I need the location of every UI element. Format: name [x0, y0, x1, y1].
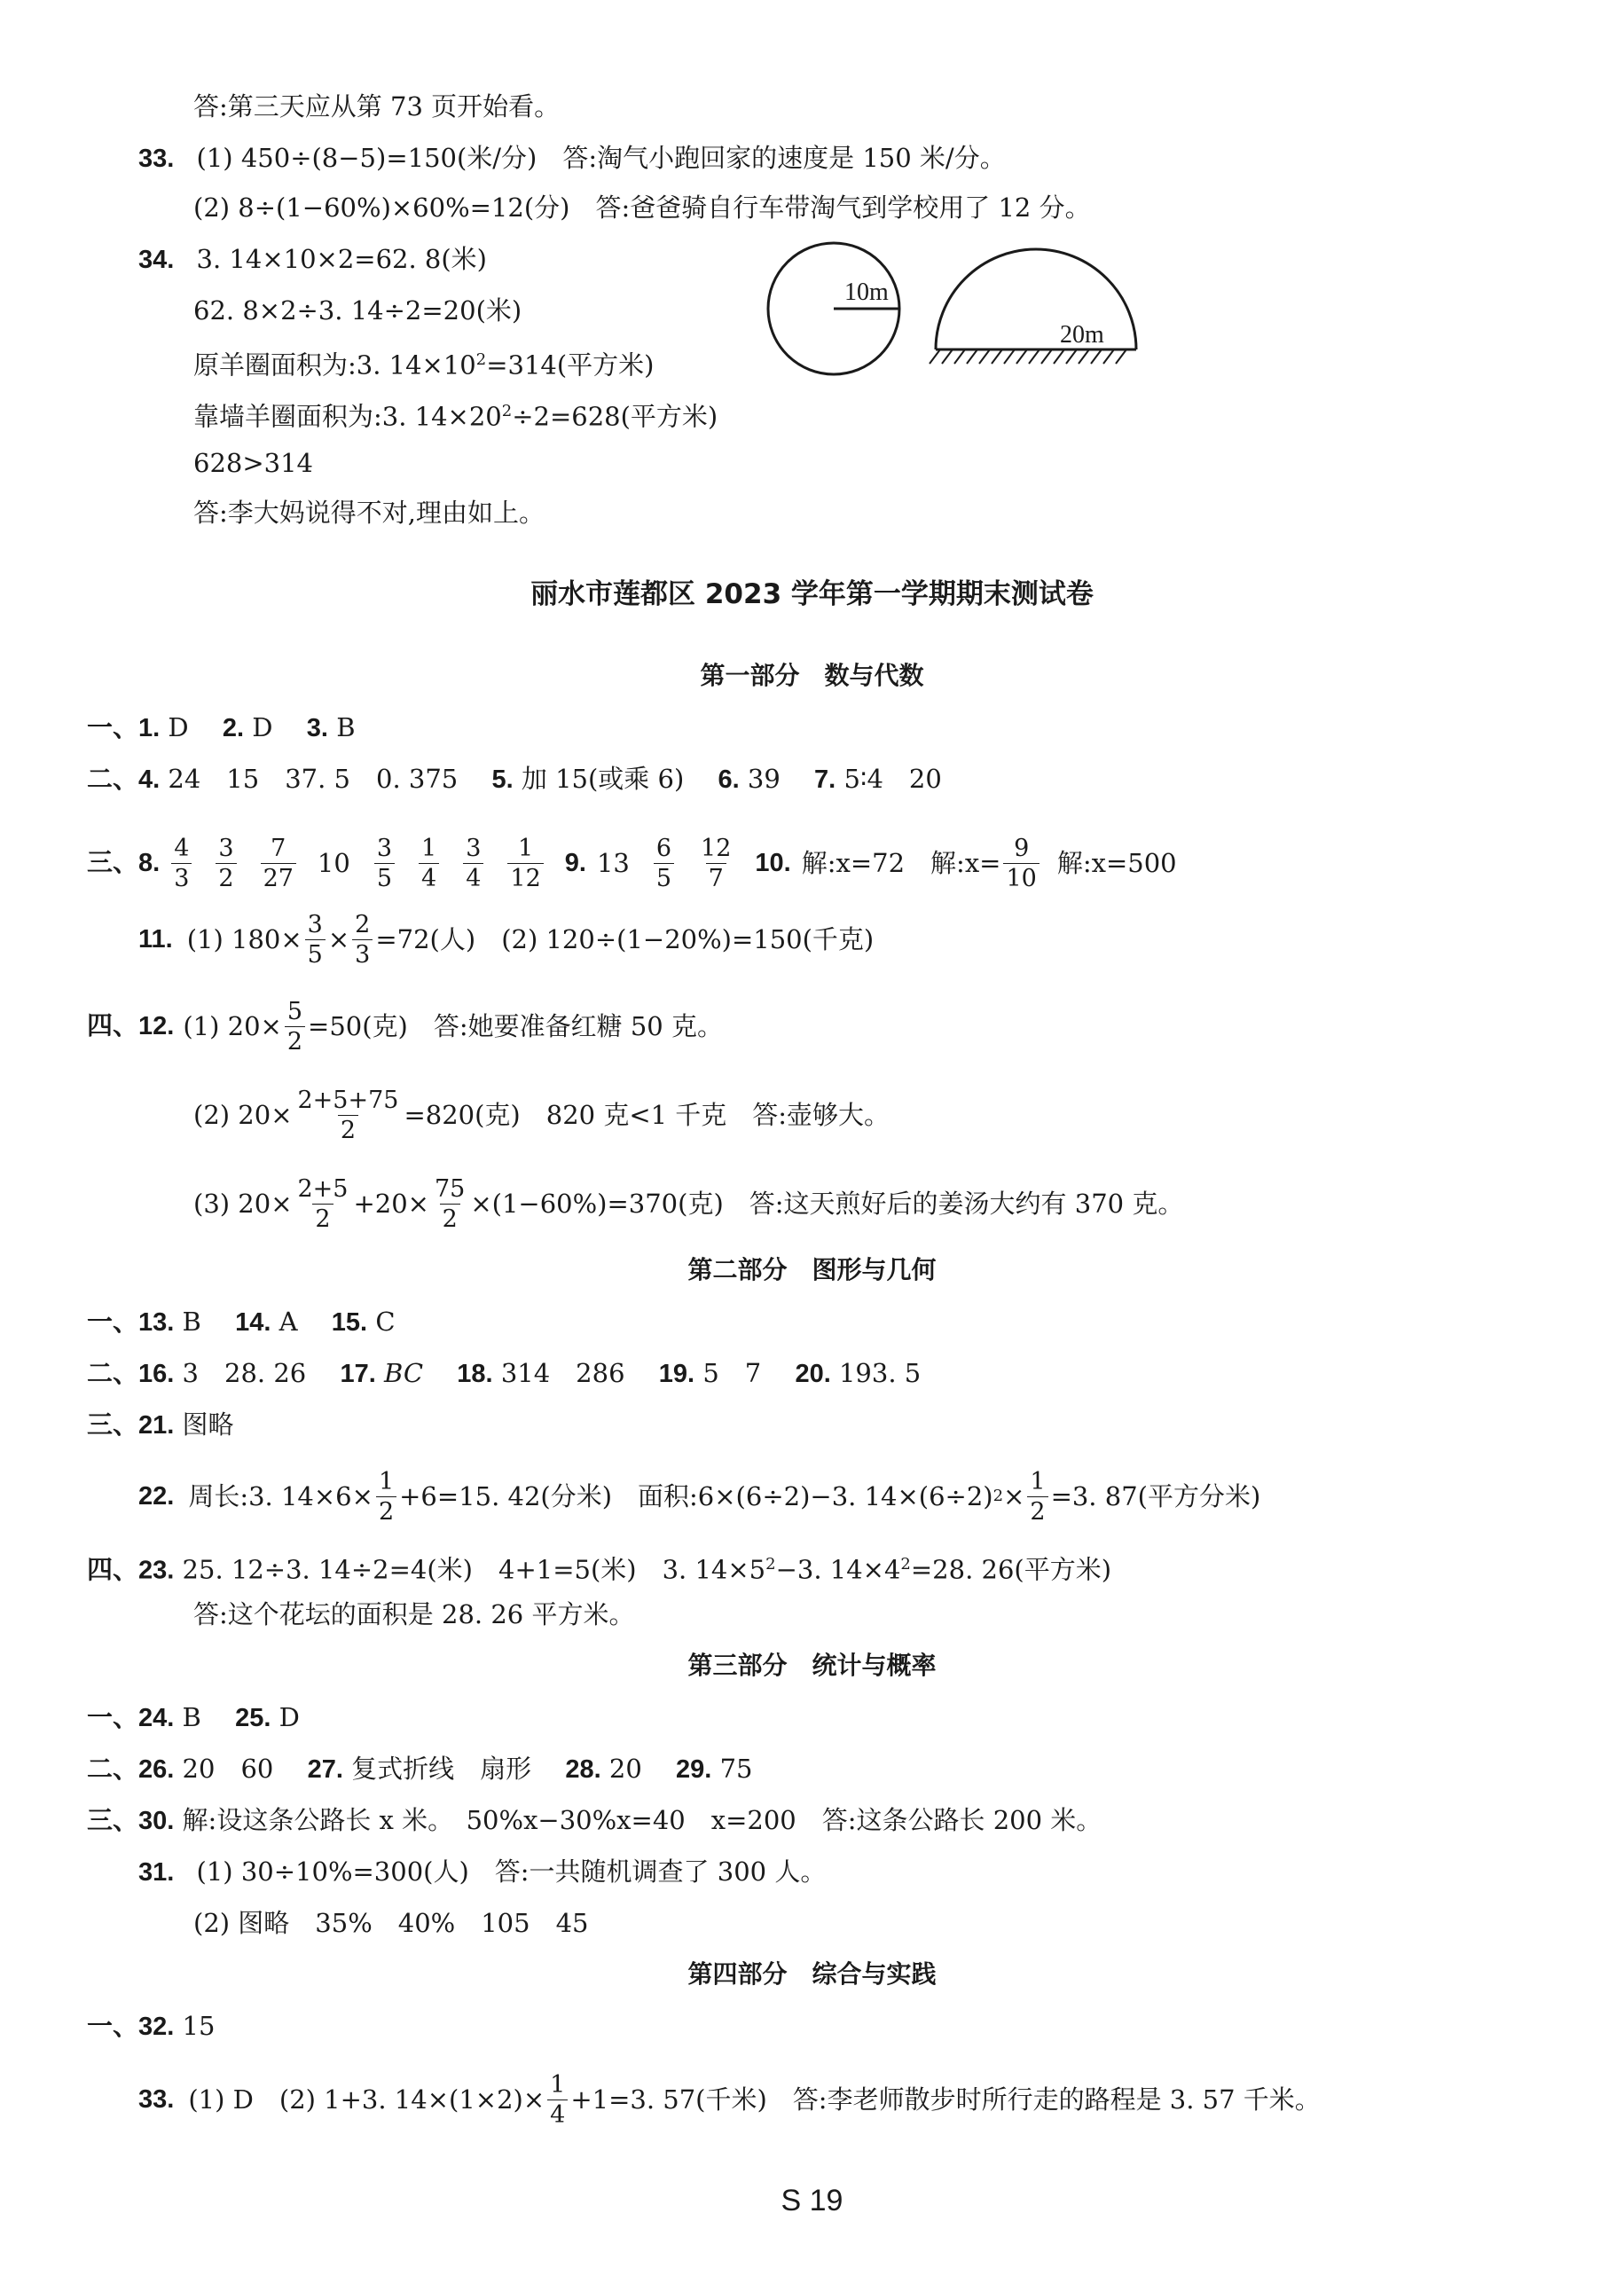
question-number: 31.	[138, 1858, 175, 1887]
answer: 20 60	[182, 1754, 300, 1784]
section-label: 三、30.	[87, 1807, 175, 1835]
text: ÷2=628(平方米)	[512, 401, 718, 432]
hatch-mark	[1016, 349, 1027, 364]
text: =50(克) 答:她要准备红糖 50 克。	[308, 1011, 723, 1041]
denominator: 2	[216, 863, 236, 891]
question-number: 14.	[235, 1308, 271, 1337]
fraction	[432, 1174, 467, 1233]
hatch-mark	[1103, 349, 1114, 364]
question-number: 17.	[340, 1360, 376, 1388]
fraction	[507, 836, 543, 891]
denominator: 3	[352, 939, 373, 967]
question-11	[138, 908, 874, 970]
question-number: 2.	[222, 714, 245, 742]
hatch-mark	[1116, 349, 1126, 364]
question-number: 5.	[491, 765, 514, 794]
answer-text: 3. 14×10×2=62. 8(米)	[196, 244, 488, 274]
answer: 解:设这条公路长 x 米。 50%x−30%x=40 x=200 答:这条公路长 200 米。	[182, 1805, 1102, 1835]
part4-heading: 第四部分 综合与实践	[687, 1959, 937, 1989]
question-number: 9.	[564, 849, 586, 877]
question-33	[138, 140, 1006, 177]
wall-hatching	[930, 349, 1126, 364]
numerator: 1	[378, 1467, 395, 1495]
denominator: 4	[547, 2100, 568, 2127]
fraction	[547, 2070, 568, 2129]
fraction	[261, 836, 296, 891]
denominator: 7	[706, 863, 726, 891]
answer: 24 15 37. 5 0. 375	[168, 764, 484, 794]
part3-heading: 第三部分 统计与概率	[687, 1651, 937, 1680]
fraction	[463, 836, 483, 891]
text: =28. 26(平方米)	[910, 1554, 1112, 1585]
fraction	[376, 1467, 396, 1526]
exponent: 2	[501, 402, 513, 420]
question-number: 18.	[457, 1360, 493, 1388]
numerator: 3	[376, 834, 393, 862]
answer-line: 答:李大妈说得不对,理由如上。	[193, 498, 545, 528]
answer: B	[182, 1702, 227, 1732]
question-number: 27.	[307, 1755, 343, 1784]
denominator: 3	[171, 863, 192, 891]
numerator: 7	[271, 834, 286, 862]
denominator: 5	[654, 863, 674, 891]
fraction	[295, 1174, 351, 1233]
text: −3. 14×4	[775, 1554, 901, 1585]
question-12-3	[193, 1173, 1183, 1235]
text: +6=15. 42(分米) 面积:6×(6÷2)−3. 14×(6÷2)	[399, 1481, 993, 1511]
semicircle-radius-label: 20m	[1060, 321, 1104, 349]
answer: 314 286	[500, 1358, 651, 1388]
answer: A	[279, 1307, 324, 1337]
numerator: 1	[550, 2070, 566, 2099]
answer-line: (2) 图略 35% 40% 105 45	[193, 1908, 589, 1938]
hatch-mark	[1066, 349, 1077, 364]
part2-section2	[87, 1355, 921, 1392]
answer: D	[168, 712, 215, 742]
fraction	[654, 836, 674, 891]
fraction	[295, 1088, 402, 1142]
text: =820(克) 820 克<1 千克 答:壶够大。	[404, 1100, 890, 1130]
section-label: 一、24.	[87, 1704, 175, 1732]
part3-section2	[87, 1751, 752, 1787]
fraction	[305, 910, 326, 969]
question-12-1	[87, 995, 723, 1057]
question-23	[87, 1547, 1111, 1589]
answer: B	[336, 712, 356, 742]
hatch-mark	[1004, 349, 1015, 364]
answer: 5 7	[702, 1358, 788, 1388]
text: +20×	[353, 1189, 429, 1219]
answer: D	[252, 712, 299, 742]
numerator: 3	[218, 834, 234, 862]
numerator: 9	[1014, 834, 1030, 862]
sheep-pen-figure	[763, 239, 1153, 381]
question-33-part4	[138, 2068, 1321, 2131]
exponent: 2	[992, 1487, 1004, 1505]
denominator: 2	[1027, 1496, 1047, 1524]
text: ×	[327, 924, 350, 954]
question-number: 33.	[138, 2085, 175, 2114]
denominator: 5	[374, 863, 395, 891]
question-number: 7.	[814, 765, 836, 794]
answer: 5∶4 20	[843, 764, 942, 794]
section-label: 一、1.	[87, 714, 161, 742]
question-31	[138, 1854, 826, 1890]
text: =3. 87(平方分米)	[1050, 1481, 1261, 1511]
answer-line: 答:这个花坛的面积是 28. 26 平方米。	[193, 1599, 635, 1629]
hatch-mark	[954, 349, 965, 364]
answer-line	[193, 394, 718, 435]
hatch-mark	[967, 349, 977, 364]
answer-line: 答:第三天应从第 73 页开始看。	[193, 91, 561, 122]
hatch-mark	[992, 349, 1002, 364]
part1-section2	[87, 761, 942, 797]
whole-number: 10	[317, 848, 350, 878]
answer-line: 62. 8×2÷3. 14÷2=20(米)	[193, 295, 522, 326]
fraction	[374, 836, 395, 891]
exponent: 2	[900, 1555, 911, 1574]
question-number: 28.	[565, 1755, 601, 1784]
answer: 解:x=500	[1056, 848, 1177, 878]
answer: (1) 30÷10%=300(人) 答:一共随机调查了 300 人。	[196, 1856, 827, 1887]
numerator: 1	[1030, 1467, 1046, 1495]
answer: 复式折线 扇形	[351, 1754, 558, 1784]
answer: 图略	[182, 1409, 234, 1440]
answer: BC	[384, 1358, 450, 1388]
hatch-mark	[930, 349, 940, 364]
question-number: 6.	[718, 765, 740, 794]
text: ×(1−60%)=370(克) 答:这天煎好后的姜汤大约有 370 克。	[470, 1189, 1184, 1219]
denominator: 2	[376, 1496, 396, 1524]
answer: 193. 5	[838, 1358, 922, 1388]
hatch-mark	[1054, 349, 1064, 364]
question-number: 29.	[676, 1755, 712, 1784]
denominator: 2	[285, 1026, 305, 1054]
page-title: 丽水市莲都区 2023 学年第一学期期末测试卷	[530, 578, 1094, 610]
answer: 13	[596, 848, 630, 878]
hatch-mark	[979, 349, 990, 364]
part1-heading: 第一部分 数与代数	[700, 661, 924, 690]
text: (1) 20×	[183, 1011, 282, 1041]
section-label: 四、23.	[87, 1556, 175, 1585]
exponent: 2	[765, 1555, 776, 1574]
answer: 15	[182, 2011, 216, 2041]
section-label: 三、21.	[87, 1411, 175, 1440]
section-label: 一、13.	[87, 1308, 175, 1337]
numerator: 2+5	[297, 1174, 349, 1203]
numerator: 4	[174, 834, 190, 862]
circle-radius-label: 10m	[844, 279, 889, 306]
question-number: 25.	[235, 1704, 271, 1732]
fraction	[698, 836, 734, 891]
numerator: 3	[466, 834, 482, 862]
section-label: 二、4.	[87, 765, 161, 794]
question-number: 15.	[331, 1308, 368, 1337]
hatch-mark	[1091, 349, 1102, 364]
denominator: 4	[463, 863, 483, 891]
text: (1) D (2) 1+3. 14×(1×2)×	[188, 2084, 545, 2115]
section-label: 四、12.	[87, 1012, 175, 1040]
fraction	[352, 910, 373, 969]
question-number: 10.	[755, 849, 791, 877]
hatch-mark	[942, 349, 953, 364]
section-label: 二、16.	[87, 1360, 175, 1388]
numerator: 2+5+75	[297, 1086, 399, 1114]
answer-line: (2) 8÷(1−60%)×60%=12(分) 答:爸爸骑自行车带淘气到学校用了 12 分。	[193, 192, 1091, 223]
answer: 75	[719, 1754, 753, 1784]
text: 25. 12÷3. 14÷2=4(米) 4+1=5(米) 3. 14×5	[182, 1554, 766, 1585]
text: 周长:3. 14×6×	[188, 1481, 373, 1511]
question-number: 20.	[795, 1360, 831, 1388]
hatch-mark	[1041, 349, 1052, 364]
part2-heading: 第二部分 图形与几何	[687, 1255, 937, 1284]
fraction	[285, 997, 305, 1056]
denominator: 4	[419, 863, 439, 891]
hatch-mark	[1029, 349, 1040, 364]
answer: B	[182, 1307, 227, 1337]
denominator: 5	[305, 939, 326, 967]
part2-section3	[87, 1407, 234, 1443]
part4-section1	[87, 2008, 215, 2045]
answer: 加 15(或乘 6)	[521, 764, 710, 794]
text: =314(平方米)	[486, 349, 655, 381]
question-22	[138, 1465, 1260, 1527]
numerator: 5	[286, 997, 303, 1025]
answer: D	[279, 1702, 300, 1732]
denominator: 10	[1003, 863, 1039, 891]
question-number: 34.	[138, 246, 175, 274]
text: +1=3. 57(千米) 答:李老师散步时所行走的路程是 3. 57 千米。	[570, 2084, 1321, 2115]
part1-section3	[87, 832, 1177, 894]
section-label: 二、26.	[87, 1755, 175, 1784]
numerator: 6	[655, 834, 672, 862]
answer-text: (1) 450÷(8−5)=150(米/分) 答:淘气小跑回家的速度是 150 米/分。	[196, 143, 1006, 173]
section-label: 三、8.	[87, 849, 161, 877]
answer: 解:x=72 解:x=	[801, 848, 1001, 878]
question-number: 22.	[138, 1482, 175, 1511]
numerator: 75	[434, 1174, 466, 1203]
question-number: 11.	[138, 925, 173, 954]
part1-section1	[87, 710, 356, 746]
fraction	[1003, 836, 1039, 891]
denominator: 27	[261, 863, 296, 891]
text: 靠墙羊圈面积为:3. 14×20	[193, 401, 502, 432]
text: 原羊圈面积为:3. 14×10	[193, 349, 476, 381]
numerator: 1	[517, 834, 534, 862]
answer: C	[375, 1307, 396, 1337]
question-number: 19.	[658, 1360, 695, 1388]
denominator: 2	[312, 1204, 333, 1231]
part2-section1	[87, 1304, 396, 1340]
numerator: 3	[307, 910, 323, 938]
numerator: 1	[421, 834, 437, 862]
hatch-mark	[1079, 349, 1089, 364]
part3-section3	[87, 1802, 1102, 1839]
text: (3) 20×	[193, 1189, 293, 1219]
question-number: 3.	[306, 714, 328, 742]
numerator: 2	[355, 910, 371, 938]
fraction	[1027, 1467, 1047, 1526]
semicircle-pen	[936, 249, 1136, 349]
answer: 3 28. 26	[182, 1358, 333, 1388]
answer: 39	[747, 764, 806, 794]
text: (2) 20×	[193, 1100, 293, 1130]
denominator: 2	[440, 1204, 460, 1231]
fraction	[171, 836, 192, 891]
question-34	[138, 241, 487, 278]
denominator: 2	[338, 1115, 358, 1142]
answer-line	[193, 342, 655, 383]
question-12-2	[193, 1084, 890, 1146]
exponent: 2	[475, 350, 487, 369]
fraction	[419, 836, 439, 891]
answer-line: 628>314	[193, 448, 314, 478]
text: (1) 180×	[186, 924, 302, 954]
fraction	[216, 836, 236, 891]
text: ×	[1003, 1481, 1025, 1511]
question-number: 33.	[138, 145, 175, 173]
section-label: 一、32.	[87, 2013, 175, 2041]
answer: 20	[608, 1754, 668, 1784]
numerator: 12	[701, 834, 732, 862]
denominator: 12	[507, 863, 543, 891]
text: =72(人) (2) 120÷(1−20%)=150(千克)	[375, 924, 875, 954]
part3-section1	[87, 1699, 300, 1736]
page-number: S 19	[781, 2184, 843, 2217]
